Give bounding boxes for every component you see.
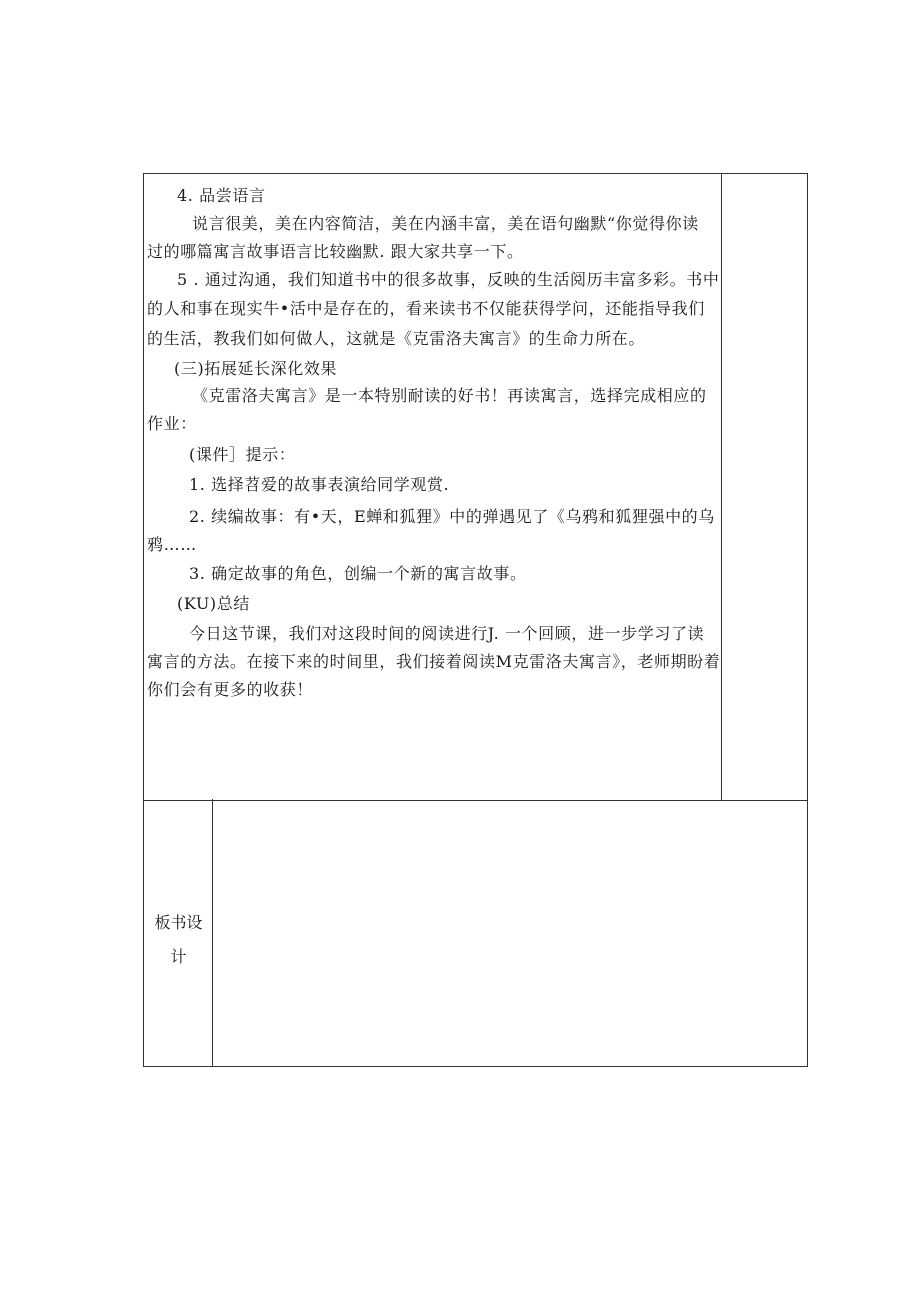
text-line: 今日这节课，我们对这段时间的阅读进行J. 一个回顾，进一步学习了读 bbox=[189, 624, 705, 643]
text-line: 寓言的方法。在接下来的时间里，我们接着阅读M克雷洛夫寓言》，老师期盼着 bbox=[147, 652, 721, 671]
text-line: 2. 续编故事：有•天，E蝉和狐狸》中的弹遇见了《乌鸦和狐狸强中的乌 bbox=[189, 507, 715, 526]
text-line: (课件］提示： bbox=[189, 445, 296, 464]
text-line: 《克雷洛夫寓言》是一本特别耐读的好书！再读寓言，选择完成相应的 bbox=[192, 386, 707, 405]
notes-cell bbox=[721, 173, 808, 801]
board-design-label: 计 bbox=[170, 947, 187, 966]
text-line: 5 . 通过沟通，我们知道书中的很多故事，反映的生活阅历丰富多彩。书中 bbox=[177, 270, 720, 289]
board-design-label-cell bbox=[143, 799, 213, 1067]
text-line: 4. 品尝语言 bbox=[177, 186, 266, 205]
text-line: 3. 确定故事的角色，创编一个新的寓言故事。 bbox=[189, 564, 527, 583]
text-line: 鸦…… bbox=[147, 535, 197, 554]
text-line: 作业： bbox=[147, 414, 197, 433]
lesson-content-cell bbox=[143, 173, 723, 801]
text-line: 的人和事在现实牛•活中是存在的，看来读书不仅能获得学问，还能指导我们 bbox=[147, 299, 705, 318]
text-line: 说言很美，美在内容简洁，美在内涵丰富，美在语句幽默“你觉得你读 bbox=[192, 214, 699, 233]
text-line: 过的哪篇寓言故事语言比较幽默. 跟大家共享一下。 bbox=[147, 242, 524, 261]
board-design-content-cell bbox=[212, 799, 808, 1067]
text-line: (KU)总结 bbox=[177, 594, 250, 613]
text-line: 1. 选择苕爱的故事表演给同学观赏. bbox=[189, 475, 450, 494]
board-design-label: 板书设 bbox=[154, 913, 203, 932]
text-line: 你们会有更多的收获！ bbox=[147, 680, 314, 699]
text-line: 的生活，教我们如何做人，这就是《克雷洛夫寓言》的生命力所在。 bbox=[147, 329, 646, 348]
text-line: (三)拓展延长深化效果 bbox=[174, 359, 338, 378]
